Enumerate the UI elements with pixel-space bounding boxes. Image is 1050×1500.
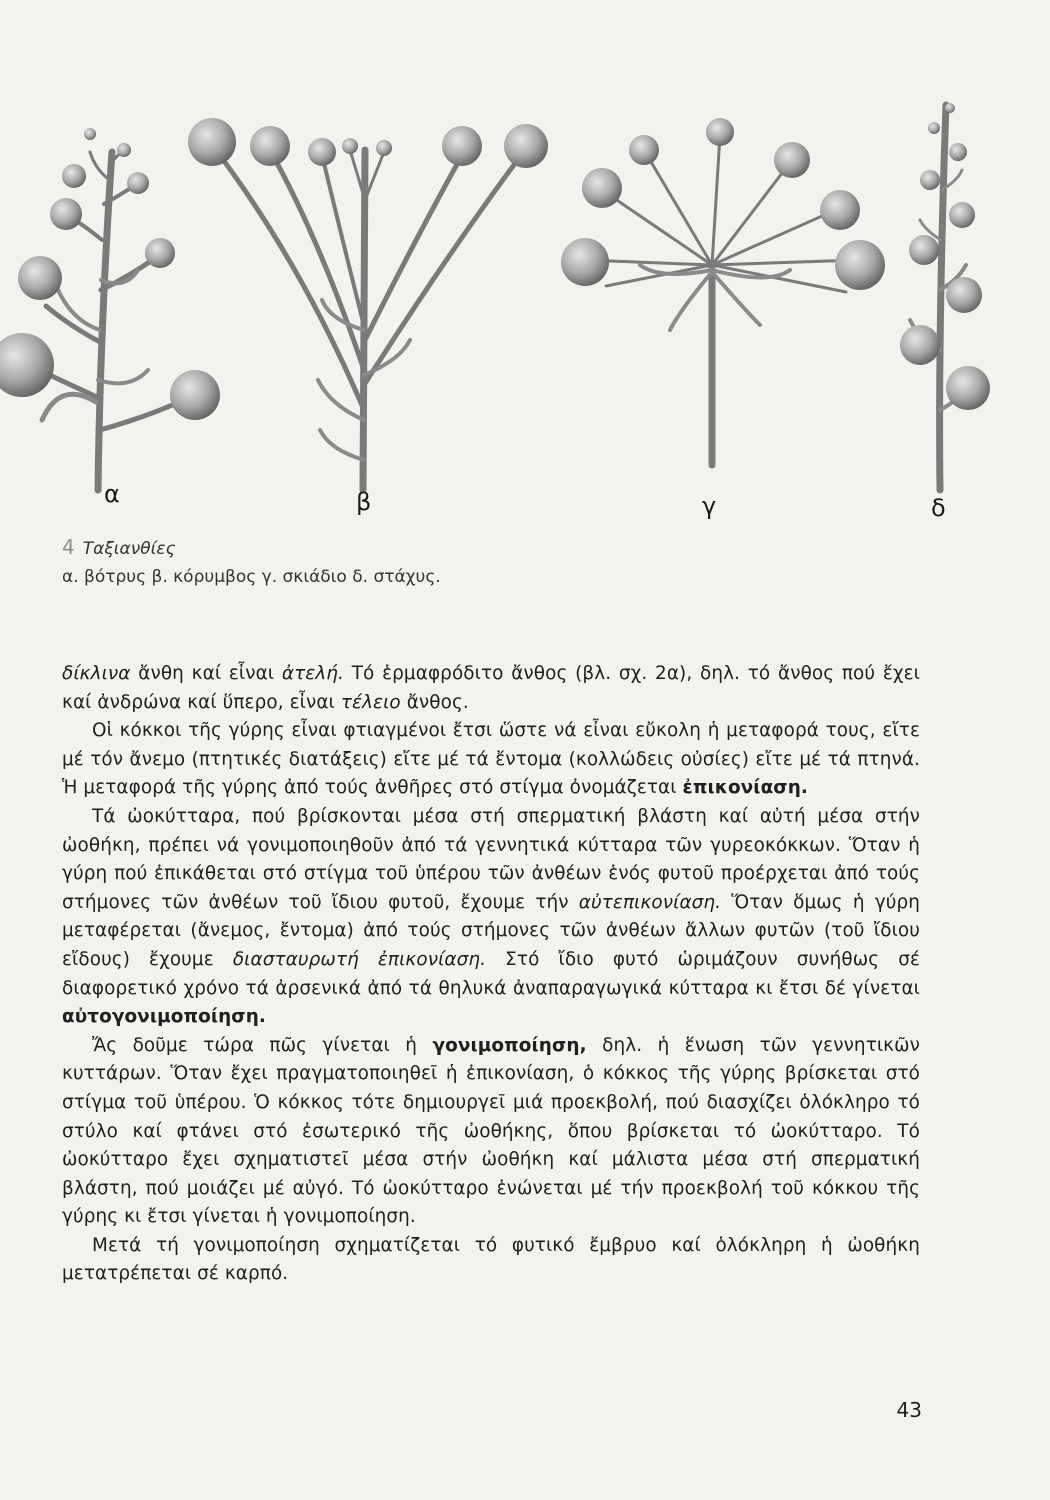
term-atelh: ἀτελή. xyxy=(281,663,344,684)
text-span: Στό ἴδιο φυτό ὡριμάζουν συνήθως σέ διαφορετικό χρόνο τά ἀρσενικά ἀπό τά θηλυκά ἀναπαραγωγικά κύτταρα κι ἔτσι δέ γίνεται xyxy=(62,948,921,999)
figure-label-d: δ xyxy=(931,494,946,522)
corymb-drawing xyxy=(212,145,525,490)
text-span: ἄνθος. xyxy=(400,691,469,713)
figure-title: Ταξιανθίες xyxy=(82,539,176,559)
text-span: δηλ. ἡ ἕνωση τῶν γεννητικῶν κυττάρων. Ὅταν ἔχει πραγματοποιηθεῖ ἡ ἐπικονίαση, ὁ κόκκος τῆς γύρης βρίσκεται στό στίγμα τοῦ ὑπέρου. Ὁ κόκκος τότε δημιουργεῖ μιά προεκβολή, πού διασχίζει ὁλόκληρο τό στύλο καί φτάνει στό ἐσωτερικό τῆς ὠοθήκης, ὅπου βρίσκεται τό ὠοκύτταρο. Τό ὠοκύτταρο ἔχει σχηματιστεῖ μέσα στήν ὠοθήκη καί μάλιστα μέσα στή σπερματική βλάστη, πού μοιάζει μέ αὐγό. Τό ὠοκύτταρο ἑνώνεται μέ τήν προεκβολή τοῦ κόκκου τῆς γύρης κι ἔτσι γίνεται ἡ γονιμοποίηση. xyxy=(62,1034,920,1228)
text-span: Τά ὠοκύτταρα, πού βρίσκονται μέσα στή σπερματική βλάστη καί αὐτή μέσα στήν ὠοθήκη, πρέπει νά γονιμοποιηθοῦν ἀπό τά γεννητικά κύτταρα τῶν γυρεοκόκκων. Ὅταν ἡ γύρη πού ἐπικάθεται στό στίγμα τοῦ ὑπέρου τῶν ἀνθέων ἑνός φυτοῦ προέρχεται ἀπό τούς στήμονες τῶν ἀνθέων τοῦ ἴδιου φυτοῦ, ἔχουμε τήν xyxy=(62,805,920,913)
page-number: 43 xyxy=(896,1398,922,1422)
body-text xyxy=(62,660,920,1289)
figure-caption xyxy=(62,533,441,591)
text-span: Ὅταν ὅμως ἡ γύρη μεταφέρεται (ἄνεμος, ἔντομα) ἀπό τούς στήμονες τῶν ἀνθέων ἄλλων φυτῶν (τοῦ ἴδιου εἴδους) ἔχουμε xyxy=(62,891,920,970)
term-diklina: δίκλινα xyxy=(62,663,131,684)
text-span: Τό ἑρμαφρόδιτο ἄνθος (βλ. σχ. 2α), δηλ. τό ἄνθος πού ἔχει καί ἀνδρώνα καί ὕπερο, εἶναι xyxy=(62,663,920,713)
text-span: Μετά τή γονιμοποίηση σχηματίζεται τό φυτικό ἔμβρυο καί ὁλόκληρη ἡ ὠοθήκη μετατρέπεται σέ καρπό. xyxy=(62,1234,920,1285)
figure-label-a: α xyxy=(104,480,120,508)
figure-number: 4 xyxy=(62,535,75,559)
raceme-drawing xyxy=(28,150,188,490)
term-diastavroti: διασταυρωτή ἐπικονίαση. xyxy=(232,948,487,970)
term-epikoniasi: ἐπικονίαση. xyxy=(682,777,809,799)
inflorescence-figure xyxy=(0,80,1050,520)
figure-subtitle: α. βότρυς β. κόρυμβος γ. σκιάδιο δ. στάχυς. xyxy=(62,567,441,587)
paragraph-4 xyxy=(62,1032,920,1232)
paragraph-3 xyxy=(62,803,920,1032)
text-span: Οἱ κόκκοι τῆς γύρης εἶναι φτιαγμένοι ἔτσι ὥστε νά εἶναι εὔκολη ἡ μεταφορά τους, εἴτε μέ τόν ἄνεμο (πτητικές διατάξεις) εἴτε μέ τά ἔντομα (κολλώδεις οὐσίες) εἴτε μέ τά πτηνά. Ἡ μεταφορά τῆς γύρης ἀπό τούς ἀνθῆρες στό στίγμα ὀνομάζεται xyxy=(62,720,920,799)
text-span: ἄνθη καί εἶναι xyxy=(130,663,282,684)
figure-label-c: γ xyxy=(702,492,717,520)
paragraph-2 xyxy=(62,717,920,803)
paragraph-1 xyxy=(62,660,920,717)
paragraph-5 xyxy=(62,1232,920,1289)
figure-label-b: β xyxy=(356,488,372,516)
inflorescence-drawings xyxy=(0,80,1050,520)
term-gonimopoiisi: γονιμοποίηση, xyxy=(432,1034,587,1056)
umbel-drawing xyxy=(585,135,858,465)
term-autogonimopoiisi: αὐτογονιμοποίηση. xyxy=(62,1006,266,1028)
term-autepikoniasi: αὐτεπικονίαση. xyxy=(578,891,722,913)
term-teleio: τέλειο xyxy=(340,691,401,713)
text-span: Ἄς δοῦμε τώρα πῶς γίνεται ἡ xyxy=(92,1034,433,1056)
